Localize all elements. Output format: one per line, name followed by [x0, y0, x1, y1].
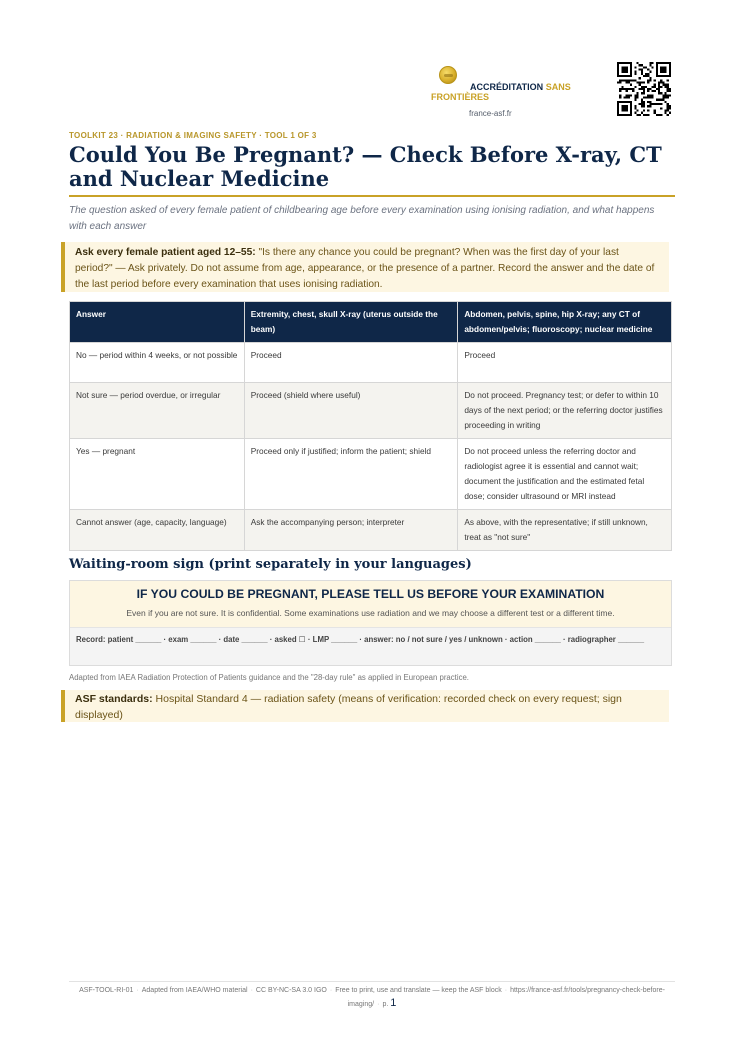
table-cell: As above, with the representative; if still unknown, treat as "not sure" — [458, 510, 672, 551]
brand-url[interactable]: france-asf.fr — [469, 109, 512, 118]
footer-adapted: Adapted from IAEA/WHO material — [141, 987, 248, 994]
waiting-room-sign — [69, 580, 672, 666]
decision-table — [69, 301, 672, 551]
table-header-abdomen: Abdomen, pelvis, spine, hip X-ray; any CT of abdomen/pelvis; fluoroscopy; nuclear medicine — [458, 302, 672, 343]
brand-name-part2: SANS — [545, 82, 571, 92]
standards-text: Hospital Standard 4 — radiation safety (means of verification: recorded check on every request; sign displayed) — [75, 693, 622, 721]
footer-page-label: p. — [382, 1001, 389, 1008]
table-row — [70, 343, 672, 383]
sign-subline: Even if you are not sure. It is confidential. Some examinations use radiation and we may choose a different test or a different time. — [126, 608, 615, 618]
instruction-callout — [61, 242, 669, 292]
table-cell: Not sure — period overdue, or irregular — [70, 383, 245, 439]
footer-note: Free to print, use and translate — keep the ASF block — [335, 987, 502, 994]
footer-code: ASF-TOOL-RI-01 — [79, 987, 134, 994]
source-note: Adapted from IAEA Radiation Protection of Patients guidance and the "28-day rule" as applied in European practice. — [69, 673, 469, 682]
instruction-text: "Is there any chance you could be pregnant? When was the first day of your last period?" — Ask privately. Do not assume from age, appearance, or the presence of a partner. Record the answer and the date of the last period before every examination that uses ionising radiation. — [75, 247, 655, 291]
instruction-lead: Ask every female patient aged 12–55: — [75, 247, 256, 258]
sign-headline: IF YOU COULD BE PREGNANT, PLEASE TELL US BEFORE YOUR EXAMINATION — [136, 587, 605, 601]
table-cell: Yes — pregnant — [70, 439, 245, 510]
table-cell: Cannot answer (age, capacity, language) — [70, 510, 245, 551]
footer-license: CC BY-NC-SA 3.0 IGO — [255, 987, 327, 994]
footer-divider — [69, 981, 675, 982]
table-cell: Do not proceed unless the referring doctor and radiologist agree it is essential and cannot wait; document the justification and the estimated fetal dose; consider ultrasound or MRI instead — [458, 439, 672, 510]
table-cell: Do not proceed. Pregnancy test; or defer to within 10 days of the next period; or the referring doctor justifies proceeding in writing — [458, 383, 672, 439]
table-header-answer: Answer — [70, 302, 245, 343]
page-title: Could You Be Pregnant? — Check Before X-ray, CT and Nuclear Medicine — [69, 142, 662, 191]
page-number: 1 — [390, 997, 397, 1009]
table-cell: Proceed — [244, 343, 458, 383]
table-row — [70, 439, 672, 510]
standards-lead: ASF standards: — [75, 693, 153, 705]
sign-section-heading: Waiting-room sign (print separately in your languages) — [69, 557, 472, 572]
table-cell: Proceed — [458, 343, 672, 383]
footer-url[interactable]: https://france-asf.fr/tools/pregnancy-check-before-imaging/ — [347, 987, 665, 1008]
toolkit-kicker: TOOLKIT 23 · RADIATION & IMAGING SAFETY · TOOL 1 OF 3 — [69, 131, 317, 140]
brand-name-part3: FRONTIÈRES — [431, 92, 490, 102]
table-cell: Ask the accompanying person; interpreter — [244, 510, 458, 551]
record-line: Record: patient ______ · exam ______ · date ______ · asked ☐ · LMP ______ · answer: no / not sure / yes / unknown · action ______ · radiographer ______ — [70, 627, 671, 665]
table-cell: Proceed (shield where useful) — [244, 383, 458, 439]
page-footer: ASF-TOOL-RI-01 · Adapted from IAEA/WHO material · CC BY-NC-SA 3.0 IGO · Free to print, use and translate — keep the ASF block · https://france-asf.fr/tools/pregnancy-check-before-imaging/ · p. 1 — [79, 987, 665, 1009]
standards-callout — [61, 690, 669, 722]
table-row — [70, 383, 672, 439]
brand-name-part1: ACCRÉDITATION — [470, 82, 544, 92]
table-header-extremity: Extremity, chest, skull X-ray (uterus outside the beam) — [244, 302, 458, 343]
brand-name — [431, 82, 591, 103]
table-cell: Proceed only if justified; inform the patient; shield — [244, 439, 458, 510]
qr-code-icon — [617, 62, 671, 116]
table-row — [70, 510, 672, 551]
table-cell: No — period within 4 weeks, or not possible — [70, 343, 245, 383]
title-divider — [69, 195, 675, 197]
page-subtitle: The question asked of every female patient of childbearing age before every examination using ionising radiation, and what happens with each answer — [69, 205, 655, 232]
